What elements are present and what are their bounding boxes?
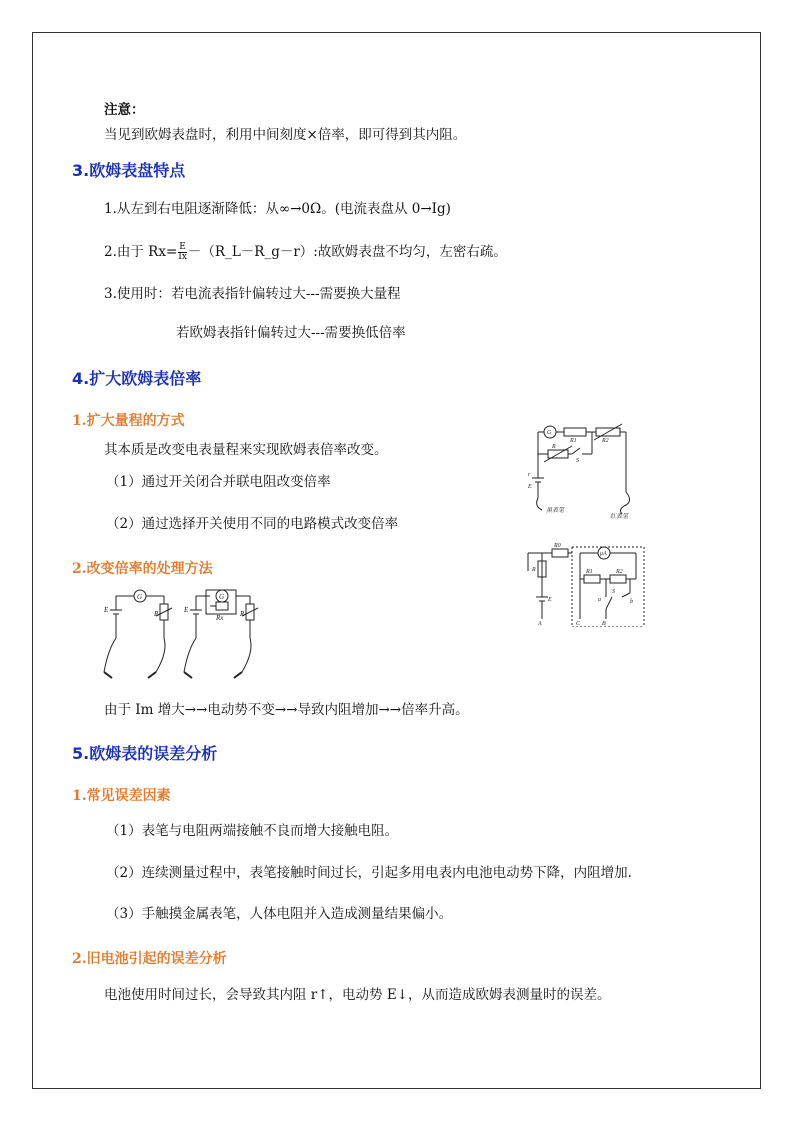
fig2-label-r2: R2 <box>616 569 623 575</box>
fig1-label-black-probe: 黑表笔 <box>546 508 565 514</box>
fig3-label-r2: R <box>240 610 245 618</box>
fig3-label-rx: Rx <box>216 614 224 622</box>
note-text: 当见到欧姆表盘时，利用中间刻度×倍率，即可得到其内阻。 <box>104 127 467 143</box>
fig2-label-c: C <box>576 621 581 627</box>
note-label: 注意： <box>104 102 145 118</box>
circuit-diagram-selector <box>512 543 648 627</box>
fig1-label-r-internal: r <box>528 472 531 478</box>
section5-sub2-title: 2.旧电池引起的误差分析 <box>72 951 227 967</box>
fig1-label-r1: R1 <box>570 438 577 444</box>
fig2-label-r: R <box>532 567 536 573</box>
fraction-denominator: Ix <box>178 252 187 262</box>
fig2-label-a-terminal: A <box>538 621 542 627</box>
fig3-label-e2: E <box>184 606 189 614</box>
section3-item3b: 若欧姆表指针偏转过大---需要换低倍率 <box>176 325 406 341</box>
fraction <box>178 243 187 262</box>
section4-sub2-title: 2.改变倍率的处理方法 <box>72 561 213 577</box>
fig3-label-e1: E <box>104 606 109 614</box>
section3-title: 3.欧姆表盘特点 <box>72 161 186 180</box>
item2-formula: R_L－R_g－r <box>214 244 300 260</box>
section4-sub1-line1: 其本质是改变电表量程来实现欧姆表倍率改变。 <box>104 442 388 458</box>
fig3-label-g2: G <box>219 593 225 601</box>
section4-sub2-conclusion: 由于 Im 增大→→电动势不变→→导致内阻增加→→倍率升高。 <box>104 702 469 718</box>
fig2-label-r0: R0 <box>554 543 561 549</box>
fig1-label-s: S <box>576 458 579 464</box>
fig2-label-e: E <box>548 597 552 603</box>
circuit-diagram-probes <box>100 586 280 682</box>
fig3-label-g1: G <box>137 593 143 601</box>
fraction-numerator: E <box>179 242 186 252</box>
fig2-label-a: a <box>598 597 601 603</box>
fig3-label-r1: R <box>154 610 159 618</box>
section4-sub1-title: 1.扩大量程的方式 <box>72 413 185 429</box>
fig1-label-g: G <box>547 430 552 436</box>
item2-mid: －（ <box>187 244 215 260</box>
fig1-label-r: R <box>552 444 556 450</box>
section4-title: 4.扩大欧姆表倍率 <box>72 369 202 388</box>
section5-title: 5.欧姆表的误差分析 <box>72 744 218 763</box>
section5-sub1-title: 1.常见误差因素 <box>72 788 171 804</box>
section5-item3: （3）手触摸金属表笔，人体电阻并入造成测量结果偏小。 <box>106 906 453 922</box>
fig1-label-red-probe: 红表笔 <box>610 514 629 520</box>
section3-item1: 1.从左到右电阻逐渐降低：从∞→0Ω。(电流表盘从 0→Ig) <box>104 201 451 217</box>
fig2-label-b-terminal: B <box>602 621 606 627</box>
item2-suffix: ）:故欧姆表盘不均匀，左密右疏。 <box>299 244 507 260</box>
fig2-label-microamp: μA <box>600 551 607 557</box>
fig2-label-b: b <box>630 599 633 605</box>
fig1-label-r2: R2 <box>602 438 609 444</box>
section5-sub2-text: 电池使用时间过长，会导致其内阻 r↑，电动势 E↓，从而造成欧姆表测量时的误差。 <box>104 987 611 1003</box>
item2-prefix: 2.由于 Rx= <box>104 244 178 260</box>
section3-item3a: 3.使用时：若电流表指针偏转过大---需要换大量程 <box>104 286 401 302</box>
fig2-label-s: S <box>612 589 615 595</box>
fig2-label-r1: R1 <box>586 569 593 575</box>
section5-item2: （2）连续测量过程中，表笔接触时间过长，引起多用电表内电池电动势下降，内阻增加. <box>106 865 632 881</box>
section5-item1: （1）表笔与电阻两端接触不良而增大接触电阻。 <box>106 823 399 839</box>
section3-item2 <box>104 243 507 262</box>
fig1-label-e: E <box>528 484 532 490</box>
section4-sub1-line3: （2）通过选择开关使用不同的电路模式改变倍率 <box>106 516 399 532</box>
circuit-diagram-switch <box>524 418 644 520</box>
section4-sub1-line2: （1）通过开关闭合并联电阻改变倍率 <box>106 474 331 490</box>
